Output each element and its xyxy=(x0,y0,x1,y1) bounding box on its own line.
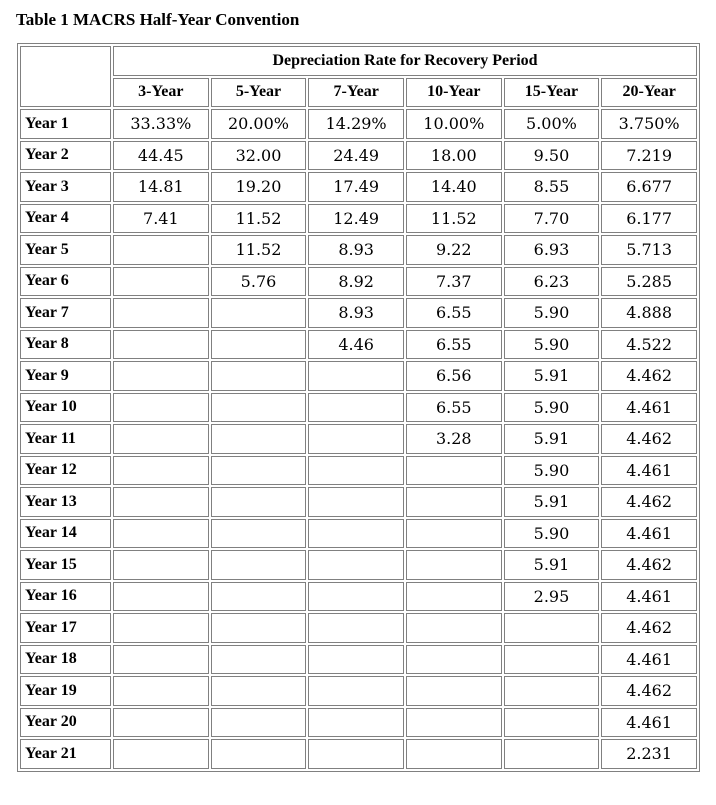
row-label: Year 14 xyxy=(20,519,111,549)
rate-cell xyxy=(406,676,502,706)
rate-cell: 2.231 xyxy=(601,739,697,769)
table-row xyxy=(20,141,697,171)
row-label: Year 8 xyxy=(20,330,111,360)
rate-cell xyxy=(211,330,307,360)
rate-cell xyxy=(504,613,600,643)
rate-cell: 5.91 xyxy=(504,487,600,517)
rate-cell: 6.677 xyxy=(601,172,697,202)
rate-cell: 5.90 xyxy=(504,519,600,549)
rate-cell xyxy=(113,267,209,297)
rate-cell: 7.37 xyxy=(406,267,502,297)
table-title: Table 1 MACRS Half-Year Convention xyxy=(16,10,300,29)
rate-cell xyxy=(308,676,404,706)
column-header-row xyxy=(20,78,697,108)
rate-cell xyxy=(113,582,209,612)
rate-cell: 7.70 xyxy=(504,204,600,234)
rate-cell: 4.462 xyxy=(601,424,697,454)
rate-cell: 9.22 xyxy=(406,235,502,265)
rate-cell: 5.00% xyxy=(504,109,600,139)
rate-cell: 14.29% xyxy=(308,109,404,139)
rate-cell: 44.45 xyxy=(113,141,209,171)
rate-cell: 3.28 xyxy=(406,424,502,454)
rate-cell xyxy=(113,550,209,580)
rate-cell xyxy=(113,298,209,328)
rate-cell xyxy=(113,330,209,360)
row-label: Year 4 xyxy=(20,204,111,234)
table-row xyxy=(20,172,697,202)
rate-cell xyxy=(406,739,502,769)
rate-cell: 6.177 xyxy=(601,204,697,234)
rate-cell xyxy=(406,613,502,643)
table-row xyxy=(20,487,697,517)
rate-cell xyxy=(308,613,404,643)
rate-cell xyxy=(113,424,209,454)
column-header-5-year: 5-Year xyxy=(211,78,307,108)
rate-cell xyxy=(308,487,404,517)
rate-cell xyxy=(308,393,404,423)
rate-cell: 32.00 xyxy=(211,141,307,171)
rate-cell xyxy=(211,456,307,486)
column-header-20-year: 20-Year xyxy=(601,78,697,108)
rate-cell: 4.522 xyxy=(601,330,697,360)
recovery-period-header: Depreciation Rate for Recovery Period xyxy=(113,46,697,76)
rate-cell: 18.00 xyxy=(406,141,502,171)
rate-cell: 10.00% xyxy=(406,109,502,139)
rate-cell: 6.56 xyxy=(406,361,502,391)
rate-cell: 4.462 xyxy=(601,550,697,580)
row-label: Year 13 xyxy=(20,487,111,517)
table-row xyxy=(20,235,697,265)
rate-cell: 5.91 xyxy=(504,550,600,580)
rate-cell: 24.49 xyxy=(308,141,404,171)
rate-cell: 12.49 xyxy=(308,204,404,234)
rate-cell xyxy=(211,298,307,328)
rate-cell xyxy=(308,361,404,391)
row-label: Year 5 xyxy=(20,235,111,265)
rate-cell: 4.462 xyxy=(601,361,697,391)
table-row xyxy=(20,676,697,706)
rate-cell: 4.888 xyxy=(601,298,697,328)
rate-cell: 6.55 xyxy=(406,298,502,328)
macrs-table xyxy=(17,43,700,772)
rate-cell xyxy=(406,550,502,580)
rate-cell xyxy=(406,645,502,675)
table-row xyxy=(20,582,697,612)
rate-cell xyxy=(504,645,600,675)
row-label: Year 17 xyxy=(20,613,111,643)
rate-cell: 5.91 xyxy=(504,424,600,454)
rate-cell xyxy=(211,676,307,706)
row-label: Year 18 xyxy=(20,645,111,675)
rate-cell xyxy=(211,487,307,517)
rate-cell xyxy=(504,739,600,769)
rate-cell: 4.461 xyxy=(601,708,697,738)
rate-cell: 5.76 xyxy=(211,267,307,297)
table-row xyxy=(20,267,697,297)
rate-cell xyxy=(308,424,404,454)
rate-cell xyxy=(308,708,404,738)
rate-cell: 4.461 xyxy=(601,582,697,612)
rate-cell xyxy=(113,645,209,675)
rate-cell xyxy=(211,645,307,675)
row-label: Year 11 xyxy=(20,424,111,454)
column-header-10-year: 10-Year xyxy=(406,78,502,108)
rate-cell: 4.461 xyxy=(601,519,697,549)
rate-cell: 11.52 xyxy=(406,204,502,234)
table-row xyxy=(20,298,697,328)
rate-cell xyxy=(113,676,209,706)
rate-cell: 4.461 xyxy=(601,393,697,423)
rate-cell: 8.93 xyxy=(308,235,404,265)
rate-cell xyxy=(308,456,404,486)
rate-cell: 4.462 xyxy=(601,676,697,706)
rate-cell xyxy=(308,739,404,769)
rate-cell xyxy=(308,645,404,675)
table-row xyxy=(20,550,697,580)
rate-cell: 5.91 xyxy=(504,361,600,391)
row-label: Year 3 xyxy=(20,172,111,202)
rate-cell xyxy=(113,613,209,643)
rate-cell: 5.90 xyxy=(504,298,600,328)
rate-cell: 11.52 xyxy=(211,235,307,265)
row-label: Year 6 xyxy=(20,267,111,297)
table-row xyxy=(20,204,697,234)
rate-cell xyxy=(211,739,307,769)
rate-cell xyxy=(211,582,307,612)
table-row xyxy=(20,109,697,139)
table-row xyxy=(20,613,697,643)
rate-cell xyxy=(504,708,600,738)
row-label: Year 20 xyxy=(20,708,111,738)
row-label: Year 16 xyxy=(20,582,111,612)
rate-cell xyxy=(113,393,209,423)
rate-cell xyxy=(113,519,209,549)
rate-cell: 17.49 xyxy=(308,172,404,202)
rate-cell xyxy=(406,456,502,486)
rate-cell xyxy=(211,519,307,549)
table-row xyxy=(20,708,697,738)
row-label: Year 10 xyxy=(20,393,111,423)
rate-cell xyxy=(211,424,307,454)
rate-cell: 11.52 xyxy=(211,204,307,234)
rate-cell: 20.00% xyxy=(211,109,307,139)
table-row xyxy=(20,739,697,769)
rate-cell xyxy=(211,550,307,580)
table-row xyxy=(20,645,697,675)
rate-cell xyxy=(211,361,307,391)
rate-cell: 5.713 xyxy=(601,235,697,265)
rate-cell xyxy=(406,487,502,517)
rate-cell xyxy=(113,739,209,769)
table-header-row xyxy=(20,46,697,76)
rate-cell: 4.462 xyxy=(601,487,697,517)
rate-cell: 8.55 xyxy=(504,172,600,202)
rate-cell: 33.33% xyxy=(113,109,209,139)
rate-cell xyxy=(211,708,307,738)
rate-cell: 8.92 xyxy=(308,267,404,297)
rate-cell xyxy=(406,582,502,612)
rate-cell: 19.20 xyxy=(211,172,307,202)
rate-cell xyxy=(406,519,502,549)
rate-cell: 2.95 xyxy=(504,582,600,612)
row-label: Year 12 xyxy=(20,456,111,486)
rate-cell: 14.40 xyxy=(406,172,502,202)
table-row xyxy=(20,393,697,423)
row-label: Year 15 xyxy=(20,550,111,580)
rate-cell: 4.461 xyxy=(601,456,697,486)
rate-cell xyxy=(211,613,307,643)
rate-cell: 4.462 xyxy=(601,613,697,643)
empty-corner-cell xyxy=(20,46,111,107)
rate-cell: 4.46 xyxy=(308,330,404,360)
rate-cell: 9.50 xyxy=(504,141,600,171)
rate-cell: 4.461 xyxy=(601,645,697,675)
rate-cell: 5.90 xyxy=(504,330,600,360)
table-row xyxy=(20,519,697,549)
table-row xyxy=(20,330,697,360)
rate-cell: 14.81 xyxy=(113,172,209,202)
column-header-15-year: 15-Year xyxy=(504,78,600,108)
rate-cell: 5.90 xyxy=(504,393,600,423)
rate-cell xyxy=(113,456,209,486)
rate-cell: 3.750% xyxy=(601,109,697,139)
table-row xyxy=(20,424,697,454)
table-row xyxy=(20,361,697,391)
rate-cell: 5.90 xyxy=(504,456,600,486)
rate-cell xyxy=(504,676,600,706)
row-label: Year 7 xyxy=(20,298,111,328)
rate-cell xyxy=(113,487,209,517)
rate-cell: 6.55 xyxy=(406,393,502,423)
rate-cell xyxy=(211,393,307,423)
rate-cell: 8.93 xyxy=(308,298,404,328)
rate-cell xyxy=(308,519,404,549)
rate-cell xyxy=(113,235,209,265)
row-label: Year 21 xyxy=(20,739,111,769)
rate-cell: 6.93 xyxy=(504,235,600,265)
row-label: Year 1 xyxy=(20,109,111,139)
rate-cell: 7.219 xyxy=(601,141,697,171)
rate-cell: 6.23 xyxy=(504,267,600,297)
rate-cell: 7.41 xyxy=(113,204,209,234)
column-header-3-year: 3-Year xyxy=(113,78,209,108)
row-label: Year 9 xyxy=(20,361,111,391)
table-row xyxy=(20,456,697,486)
row-label: Year 2 xyxy=(20,141,111,171)
table-body xyxy=(20,109,697,769)
rate-cell: 5.285 xyxy=(601,267,697,297)
row-label: Year 19 xyxy=(20,676,111,706)
rate-cell xyxy=(113,708,209,738)
rate-cell: 6.55 xyxy=(406,330,502,360)
rate-cell xyxy=(406,708,502,738)
rate-cell xyxy=(308,582,404,612)
column-header-7-year: 7-Year xyxy=(308,78,404,108)
rate-cell xyxy=(113,361,209,391)
rate-cell xyxy=(308,550,404,580)
